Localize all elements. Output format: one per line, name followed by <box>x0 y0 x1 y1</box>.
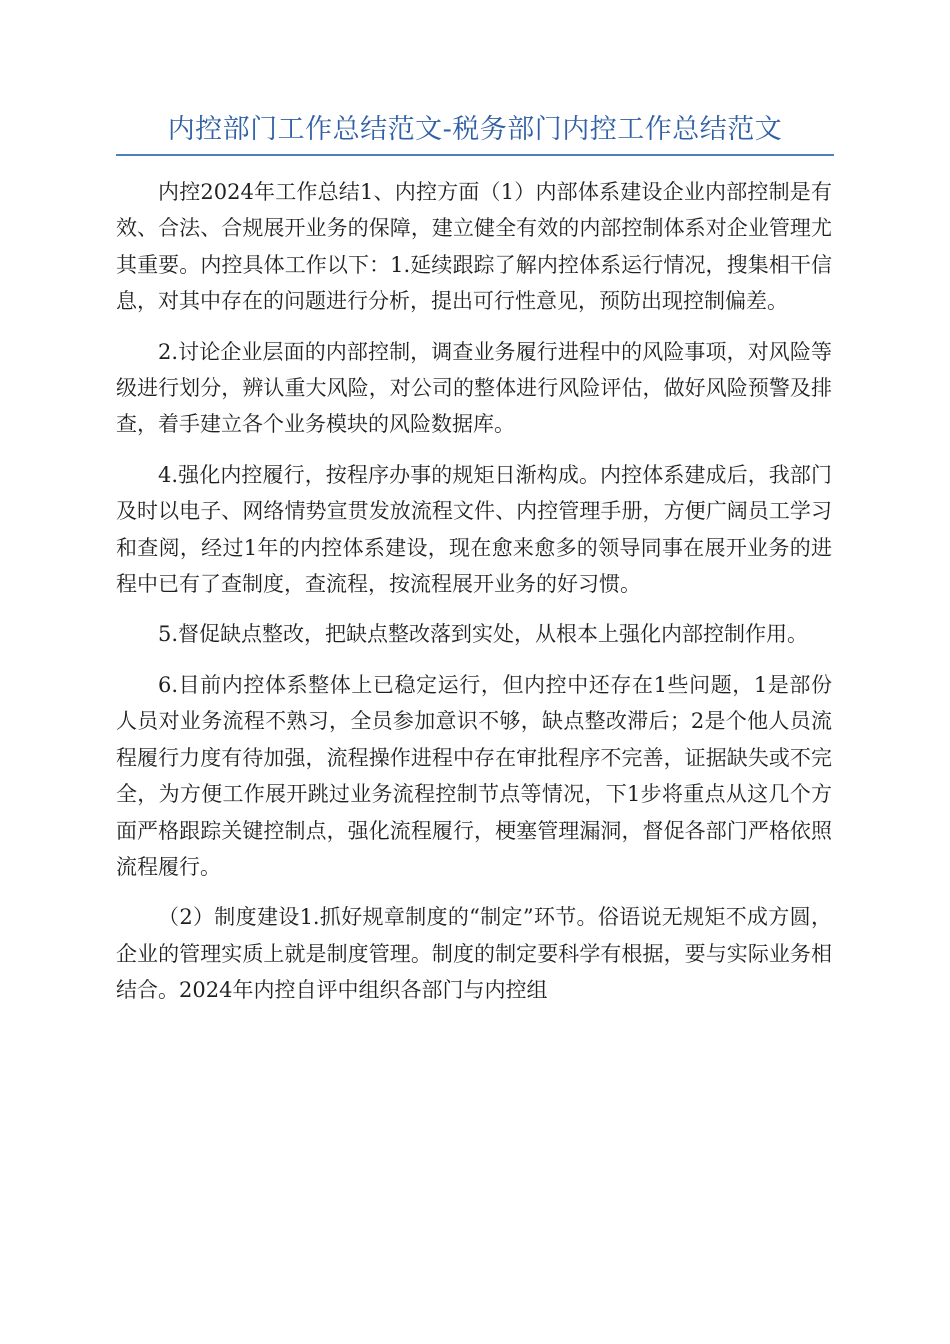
document-title: 内控部门工作总结范文-税务部门内控工作总结范文 <box>167 114 783 145</box>
paragraph-5: 6.目前内控体系整体上已稳定运行，但内控中还存在1些问题，1是部份人员对业务流程不熟习，全员参加意识不够，缺点整改滞后；2是个他人员流程履行力度有待加强，流程操作进程中存在审批程序不完善，证据缺失或不完全，为方便工作展开跳过业务流程控制节点等情况，下1步将重点从这几个方面严格跟踪关键控制点，强化流程履行，梗塞管理漏洞，督促各部门严格依照流程履行。 <box>116 672 832 879</box>
paragraph-2: 2.讨论企业层面的内部控制，调查业务履行进程中的风险事项，对风险等级进行划分，辨认重大风险，对公司的整体进行风险评估，做好风险预警及排查，着手建立各个业务模块的风险数据库。 <box>116 339 832 437</box>
document-body <box>116 174 832 1023</box>
paragraph-4: 5.督促缺点整改，把缺点整改落到实处，从根本上强化内部控制作用。 <box>158 622 809 647</box>
paragraph-3: 4.强化内控履行，按程序办事的规矩日渐构成。内控体系建成后，我部门及时以电子、网络情势宣贯发放流程文件、内控管理手册，方便广阔员工学习和查阅，经过1年的内控体系建设，现在愈来愈多的领导同事在展开业务的进程中已有了查制度，查流程，按流程展开业务的好习惯。 <box>116 462 832 597</box>
title-underline <box>116 154 834 156</box>
paragraph-1: 内控2024年工作总结1、内控方面（1）内部体系建设企业内部控制是有效、合法、合规展开业务的保障，建立健全有效的内部控制体系对企业管理尤其重要。内控具体工作以下：1.延续跟踪了解内控体系运行情况，搜集相干信息，对其中存在的问题进行分析，提出可行性意见，预防出现控制偏差。 <box>116 180 832 314</box>
paragraph-6: （2）制度建设1.抓好规章制度的“制定”环节。俗语说无规矩不成方圆，企业的管理实质上就是制度管理。制度的制定要科学有根据，要与实际业务相结合。2024年内控自评中组织各部门与内控组 <box>116 905 832 1003</box>
